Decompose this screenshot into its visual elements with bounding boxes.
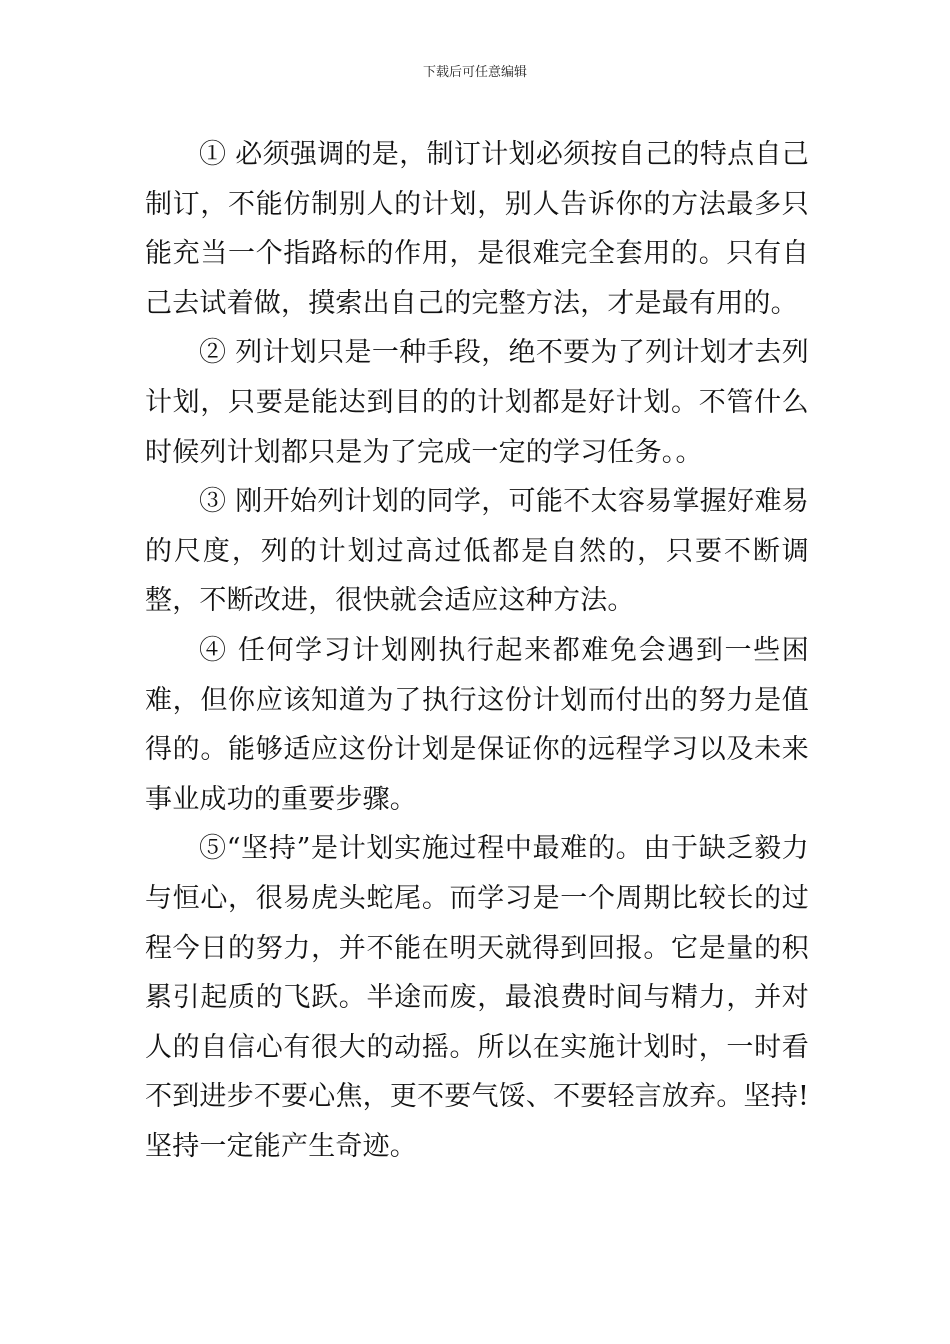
paragraph-4: ④ 任何学习计划刚执行起来都难免会遇到一些困难，但你应该知道为了执行这份计划而付出的努力是值得的。能够适应这份计划是保证你的远程学习以及未来事业成功的重要步骤。 — [145, 634, 809, 815]
paragraph-3: ③ 刚开始列计划的同学，可能不太容易掌握好难易的尺度，列的计划过高过低都是自然的，只要不断调整，不断改进，很快就会适应这种方法。 — [145, 486, 809, 617]
paragraph-2: ② 列计划只是一种手段，绝不要为了列计划才去列计划，只要是能达到目的的计划都是好计划。不管什么时候列计划都只是为了完成一定的学习任务。。 — [145, 337, 809, 468]
paragraph-1: ① 必须强调的是，制订计划必须按自己的特点自己制订，不能仿制别人的计划，别人告诉你的方法最多只能充当一个指路标的作用，是很难完全套用的。只有自己去试着做，摸索出自己的完整方法，才是最有用的。 — [145, 139, 809, 319]
paragraph-5: ⑤“坚持”是计划实施过程中最难的。由于缺乏毅力与恒心，很易虎头蛇尾。而学习是一个周期比较长的过程今日的努力，并不能在明天就得到回报。它是量的积累引起质的飞跃。半途而废，最浪费时间与精力，并对人的自信心有很大的动摇。所以在实施计划时，一时看不到进步不要心焦，更不要气馁、不要轻言放弃。坚持!坚持一定能产生奇迹。 — [145, 833, 809, 1162]
document-body — [145, 130, 809, 1171]
page-header: 下载后可任意编辑 — [422, 65, 527, 80]
